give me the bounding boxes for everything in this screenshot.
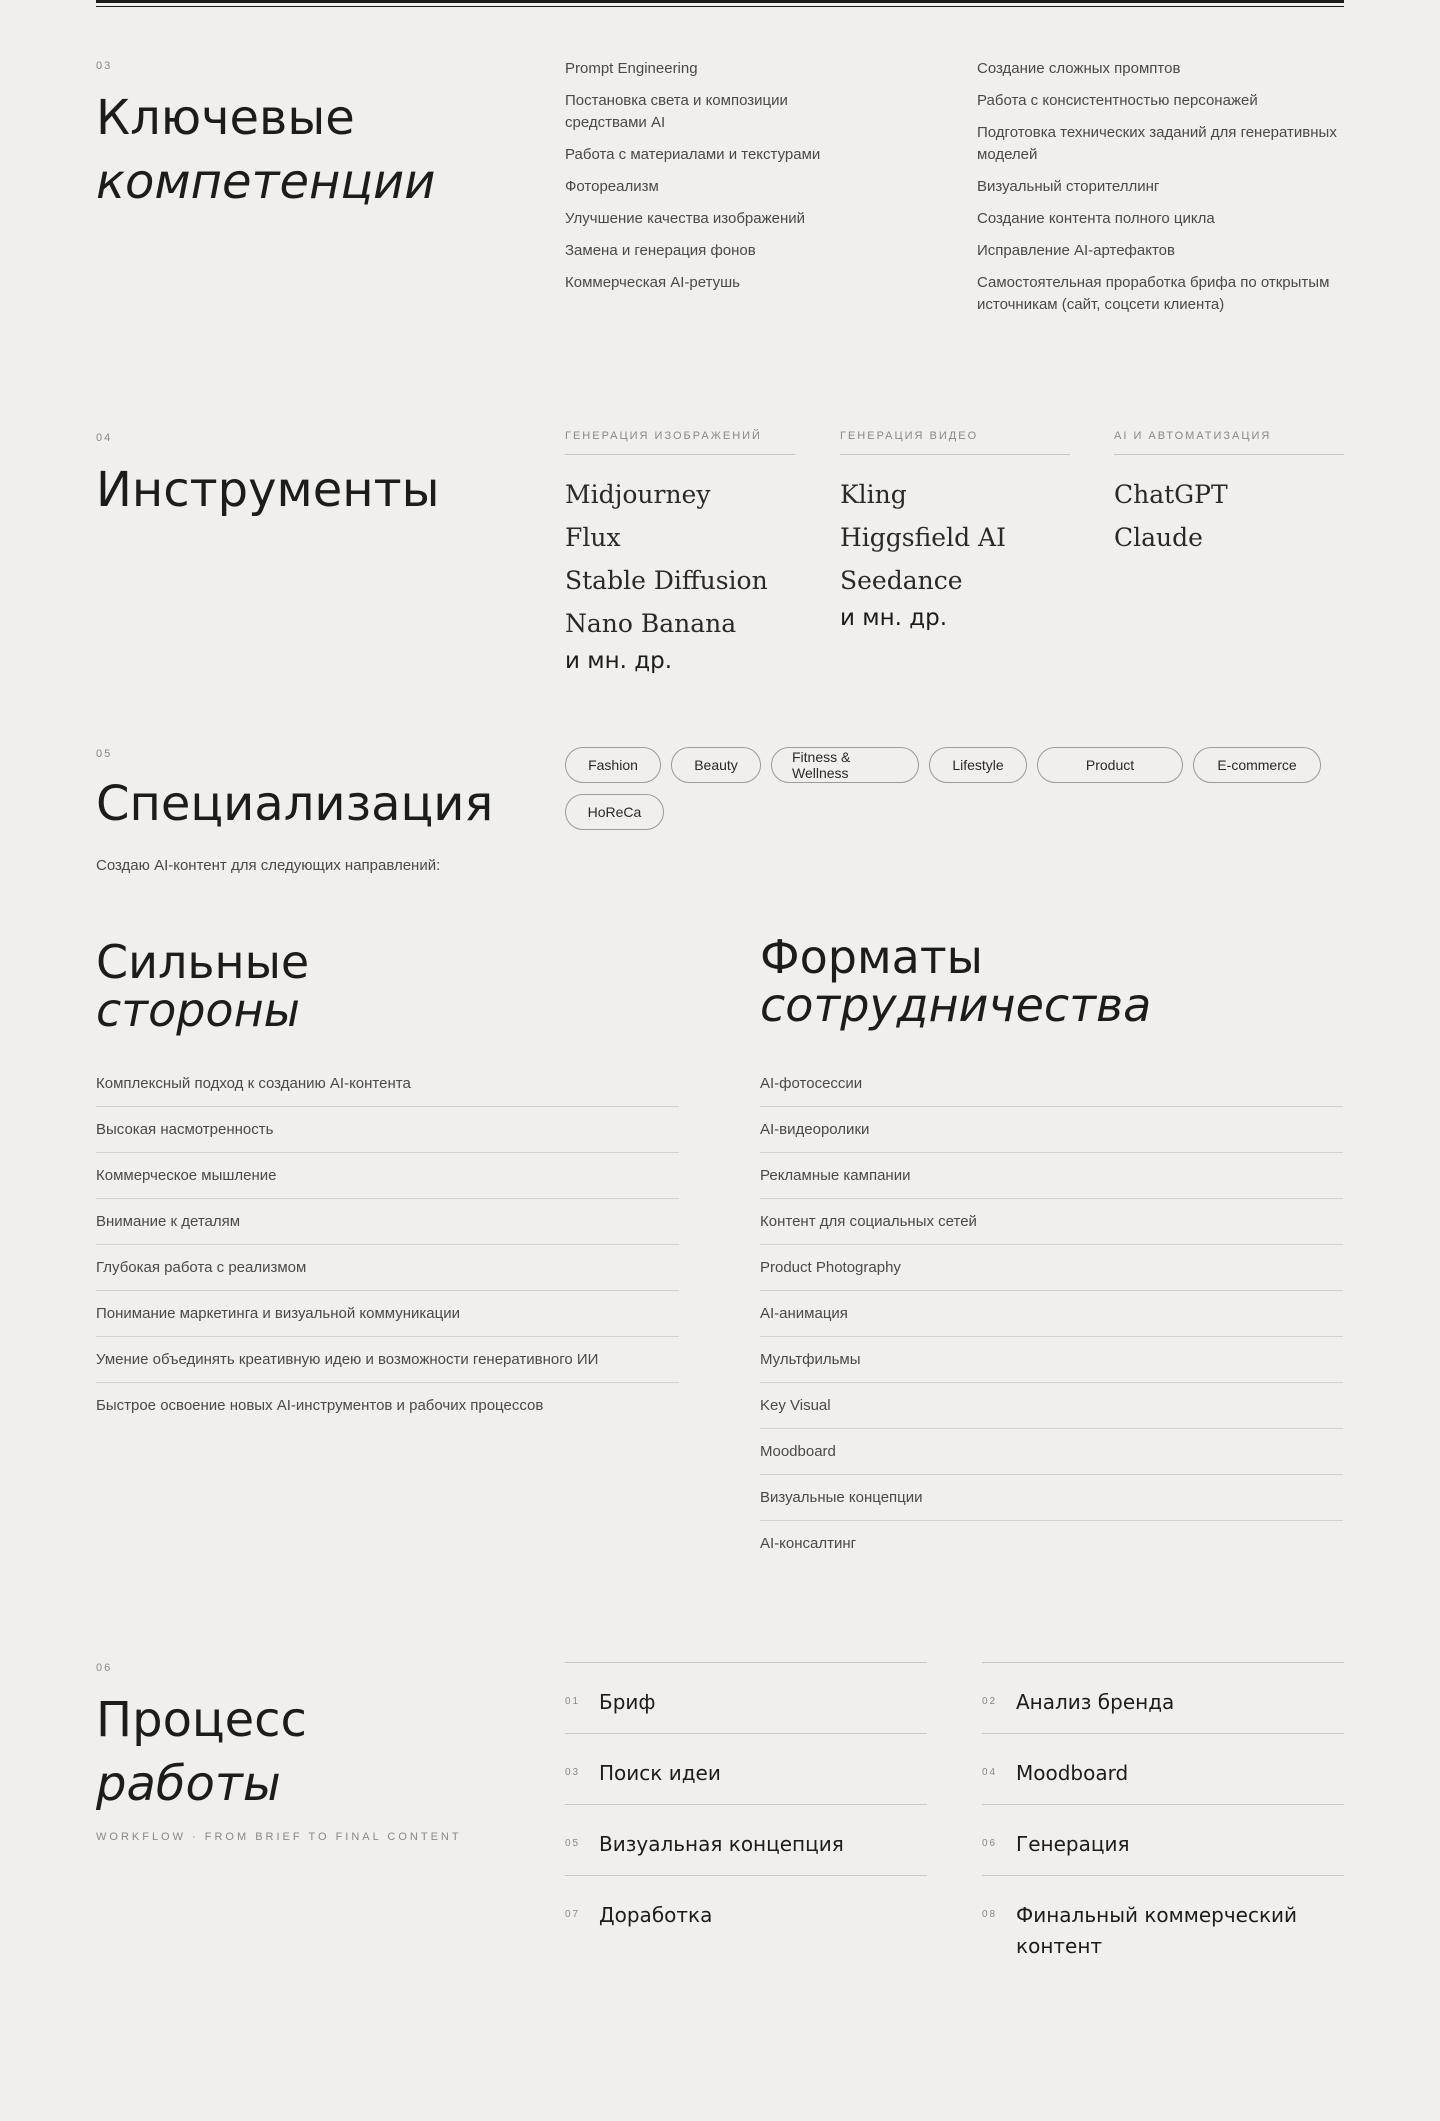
strengths-item: Умение объединять креативную идею и возможности генеративного ИИ xyxy=(96,1337,679,1383)
tool-item: Flux xyxy=(565,523,621,552)
formats-item: Product Photography xyxy=(760,1245,1343,1291)
competency-item: Улучшение качества изображений xyxy=(565,210,806,227)
specialization-chip[interactable]: Fashion xyxy=(565,747,661,783)
competency-item: Замена и генерация фонов xyxy=(565,242,756,259)
step-label: Визуальная концепция xyxy=(599,1832,844,1856)
strengths-item: Понимание маркетинга и визуальной коммуникации xyxy=(96,1291,679,1337)
tool-item: Stable Diffusion xyxy=(565,566,768,595)
step-label: Moodboard xyxy=(1016,1761,1129,1785)
specialization-title: Специализация xyxy=(96,776,494,832)
process-title xyxy=(96,1688,307,1816)
tool-list xyxy=(840,473,1070,602)
process-step xyxy=(982,1876,1344,1962)
section-number: 03 xyxy=(96,60,113,72)
tool-item: Kling xyxy=(840,480,907,509)
step-number: 08 xyxy=(982,1909,998,1920)
strengths-title xyxy=(96,935,310,1037)
specialization-chip[interactable]: Lifestyle xyxy=(929,747,1027,783)
competency-item: Визуальный сторителлинг xyxy=(977,178,1160,195)
formats-item: Мультфильмы xyxy=(760,1337,1343,1383)
tool-list xyxy=(1114,473,1344,559)
title-regular: Ключевые xyxy=(96,90,355,146)
title-regular: Сильные xyxy=(96,935,310,989)
tool-more: и мн. др. xyxy=(840,605,948,631)
strengths-item: Внимание к деталям xyxy=(96,1199,679,1245)
section-number: 05 xyxy=(96,748,113,760)
strengths-item: Глубокая работа с реализмом xyxy=(96,1245,679,1291)
title-regular: Форматы xyxy=(760,930,983,984)
competency-item: Создание контента полного цикла xyxy=(977,210,1215,227)
tools-title: Инструменты xyxy=(96,462,440,518)
top-rule xyxy=(96,0,1344,7)
formats-item: AI-консалтинг xyxy=(760,1535,857,1552)
process-step xyxy=(982,1663,1344,1734)
section-number: 06 xyxy=(96,1662,113,1674)
formats-item: AI-видеоролики xyxy=(760,1107,1343,1153)
process-step xyxy=(982,1734,1344,1805)
specialization-chip[interactable]: Beauty xyxy=(671,747,761,783)
tool-group-heading: ГЕНЕРАЦИЯ ИЗОБРАЖЕНИЙ xyxy=(565,430,795,455)
step-number: 05 xyxy=(565,1838,581,1849)
competency-item: Работа с консистентностью персонажей xyxy=(977,92,1258,109)
competency-item: Создание сложных промптов xyxy=(977,60,1181,77)
formats-title xyxy=(760,930,1152,1032)
tool-more: и мн. др. xyxy=(565,648,673,674)
title-italic: сотрудничества xyxy=(760,978,1152,1032)
step-label: Анализ бренда xyxy=(1016,1690,1175,1714)
title-italic: компетенции xyxy=(96,154,436,210)
formats-item: AI-анимация xyxy=(760,1291,1343,1337)
title-italic: работы xyxy=(96,1756,281,1812)
competencies-list-right xyxy=(977,58,1357,326)
section-number: 04 xyxy=(96,432,113,444)
tool-item: Seedance xyxy=(840,566,963,595)
competency-item: Коммерческая AI-ретушь xyxy=(565,274,740,291)
competency-item: Работа с материалами и текстурами xyxy=(565,146,821,163)
step-number: 04 xyxy=(982,1767,998,1778)
formats-item: Визуальные концепции xyxy=(760,1475,1343,1521)
step-label: Поиск идеи xyxy=(599,1761,721,1785)
specialization-chip[interactable]: E-commerce xyxy=(1193,747,1321,783)
process-steps-left xyxy=(565,1662,927,1947)
tool-list xyxy=(565,473,795,645)
competency-item: Фотореализм xyxy=(565,178,659,195)
formats-item: AI-фотосессии xyxy=(760,1061,1343,1107)
process-step xyxy=(565,1663,927,1734)
specialization-chip[interactable]: Product xyxy=(1037,747,1183,783)
competency-item: Prompt Engineering xyxy=(565,60,698,77)
competency-item: Постановка света и композиции средствами AI xyxy=(565,92,788,131)
title-italic: стороны xyxy=(96,983,300,1037)
formats-item: Moodboard xyxy=(760,1429,1343,1475)
specialization-chips xyxy=(565,747,1355,830)
competency-item: Подготовка технических заданий для генеративных моделей xyxy=(977,124,1337,163)
step-label: Доработка xyxy=(599,1903,713,1927)
process-steps-right xyxy=(982,1662,1344,1962)
step-number: 03 xyxy=(565,1767,581,1778)
tool-item: Midjourney xyxy=(565,480,711,509)
step-number: 01 xyxy=(565,1696,581,1707)
strengths-list xyxy=(96,1061,679,1428)
specialization-chip[interactable]: HoReCa xyxy=(565,794,664,830)
process-step xyxy=(565,1805,927,1876)
tool-item: Higgsfield AI xyxy=(840,523,1006,552)
strengths-item: Комплексный подход к созданию AI-контента xyxy=(96,1061,679,1107)
step-label: Бриф xyxy=(599,1690,656,1714)
tool-item: ChatGPT xyxy=(1114,480,1228,509)
process-subtitle: WORKFLOW · FROM BRIEF TO FINAL CONTENT xyxy=(96,1831,462,1843)
formats-item: Key Visual xyxy=(760,1383,1343,1429)
tool-group xyxy=(565,430,795,677)
step-number: 07 xyxy=(565,1909,581,1920)
process-step xyxy=(982,1805,1344,1876)
formats-item: Рекламные кампании xyxy=(760,1153,1343,1199)
title-regular: Процесс xyxy=(96,1692,307,1748)
step-number: 06 xyxy=(982,1838,998,1849)
specialization-subtitle: Создаю AI-контент для следующих направлений: xyxy=(96,857,441,874)
competencies-title xyxy=(96,86,435,214)
process-step xyxy=(565,1734,927,1805)
competency-item: Самостоятельная проработка брифа по открытым источникам (сайт, соцсети клиента) xyxy=(977,274,1330,313)
strengths-item: Коммерческое мышление xyxy=(96,1153,679,1199)
step-label: Генерация xyxy=(1016,1832,1130,1856)
tool-item: Nano Banana xyxy=(565,609,737,638)
tool-item: Claude xyxy=(1114,523,1203,552)
strengths-item: Высокая насмотренность xyxy=(96,1107,679,1153)
competencies-list-left xyxy=(565,58,855,304)
formats-list xyxy=(760,1061,1343,1566)
specialization-chip[interactable]: Fitness & Wellness xyxy=(771,747,919,783)
step-label: Финальный коммерческий контент xyxy=(1016,1903,1298,1958)
tool-group-heading: AI И АВТОМАТИЗАЦИЯ xyxy=(1114,430,1344,455)
tool-group xyxy=(1114,430,1344,559)
tool-group xyxy=(840,430,1070,634)
competency-item: Исправление AI-артефактов xyxy=(977,242,1175,259)
strengths-item: Быстрое освоение новых AI-инструментов и рабочих процессов xyxy=(96,1397,544,1414)
step-number: 02 xyxy=(982,1696,998,1707)
process-step xyxy=(565,1876,927,1947)
tool-group-heading: ГЕНЕРАЦИЯ ВИДЕО xyxy=(840,430,1070,455)
formats-item: Контент для социальных сетей xyxy=(760,1199,1343,1245)
